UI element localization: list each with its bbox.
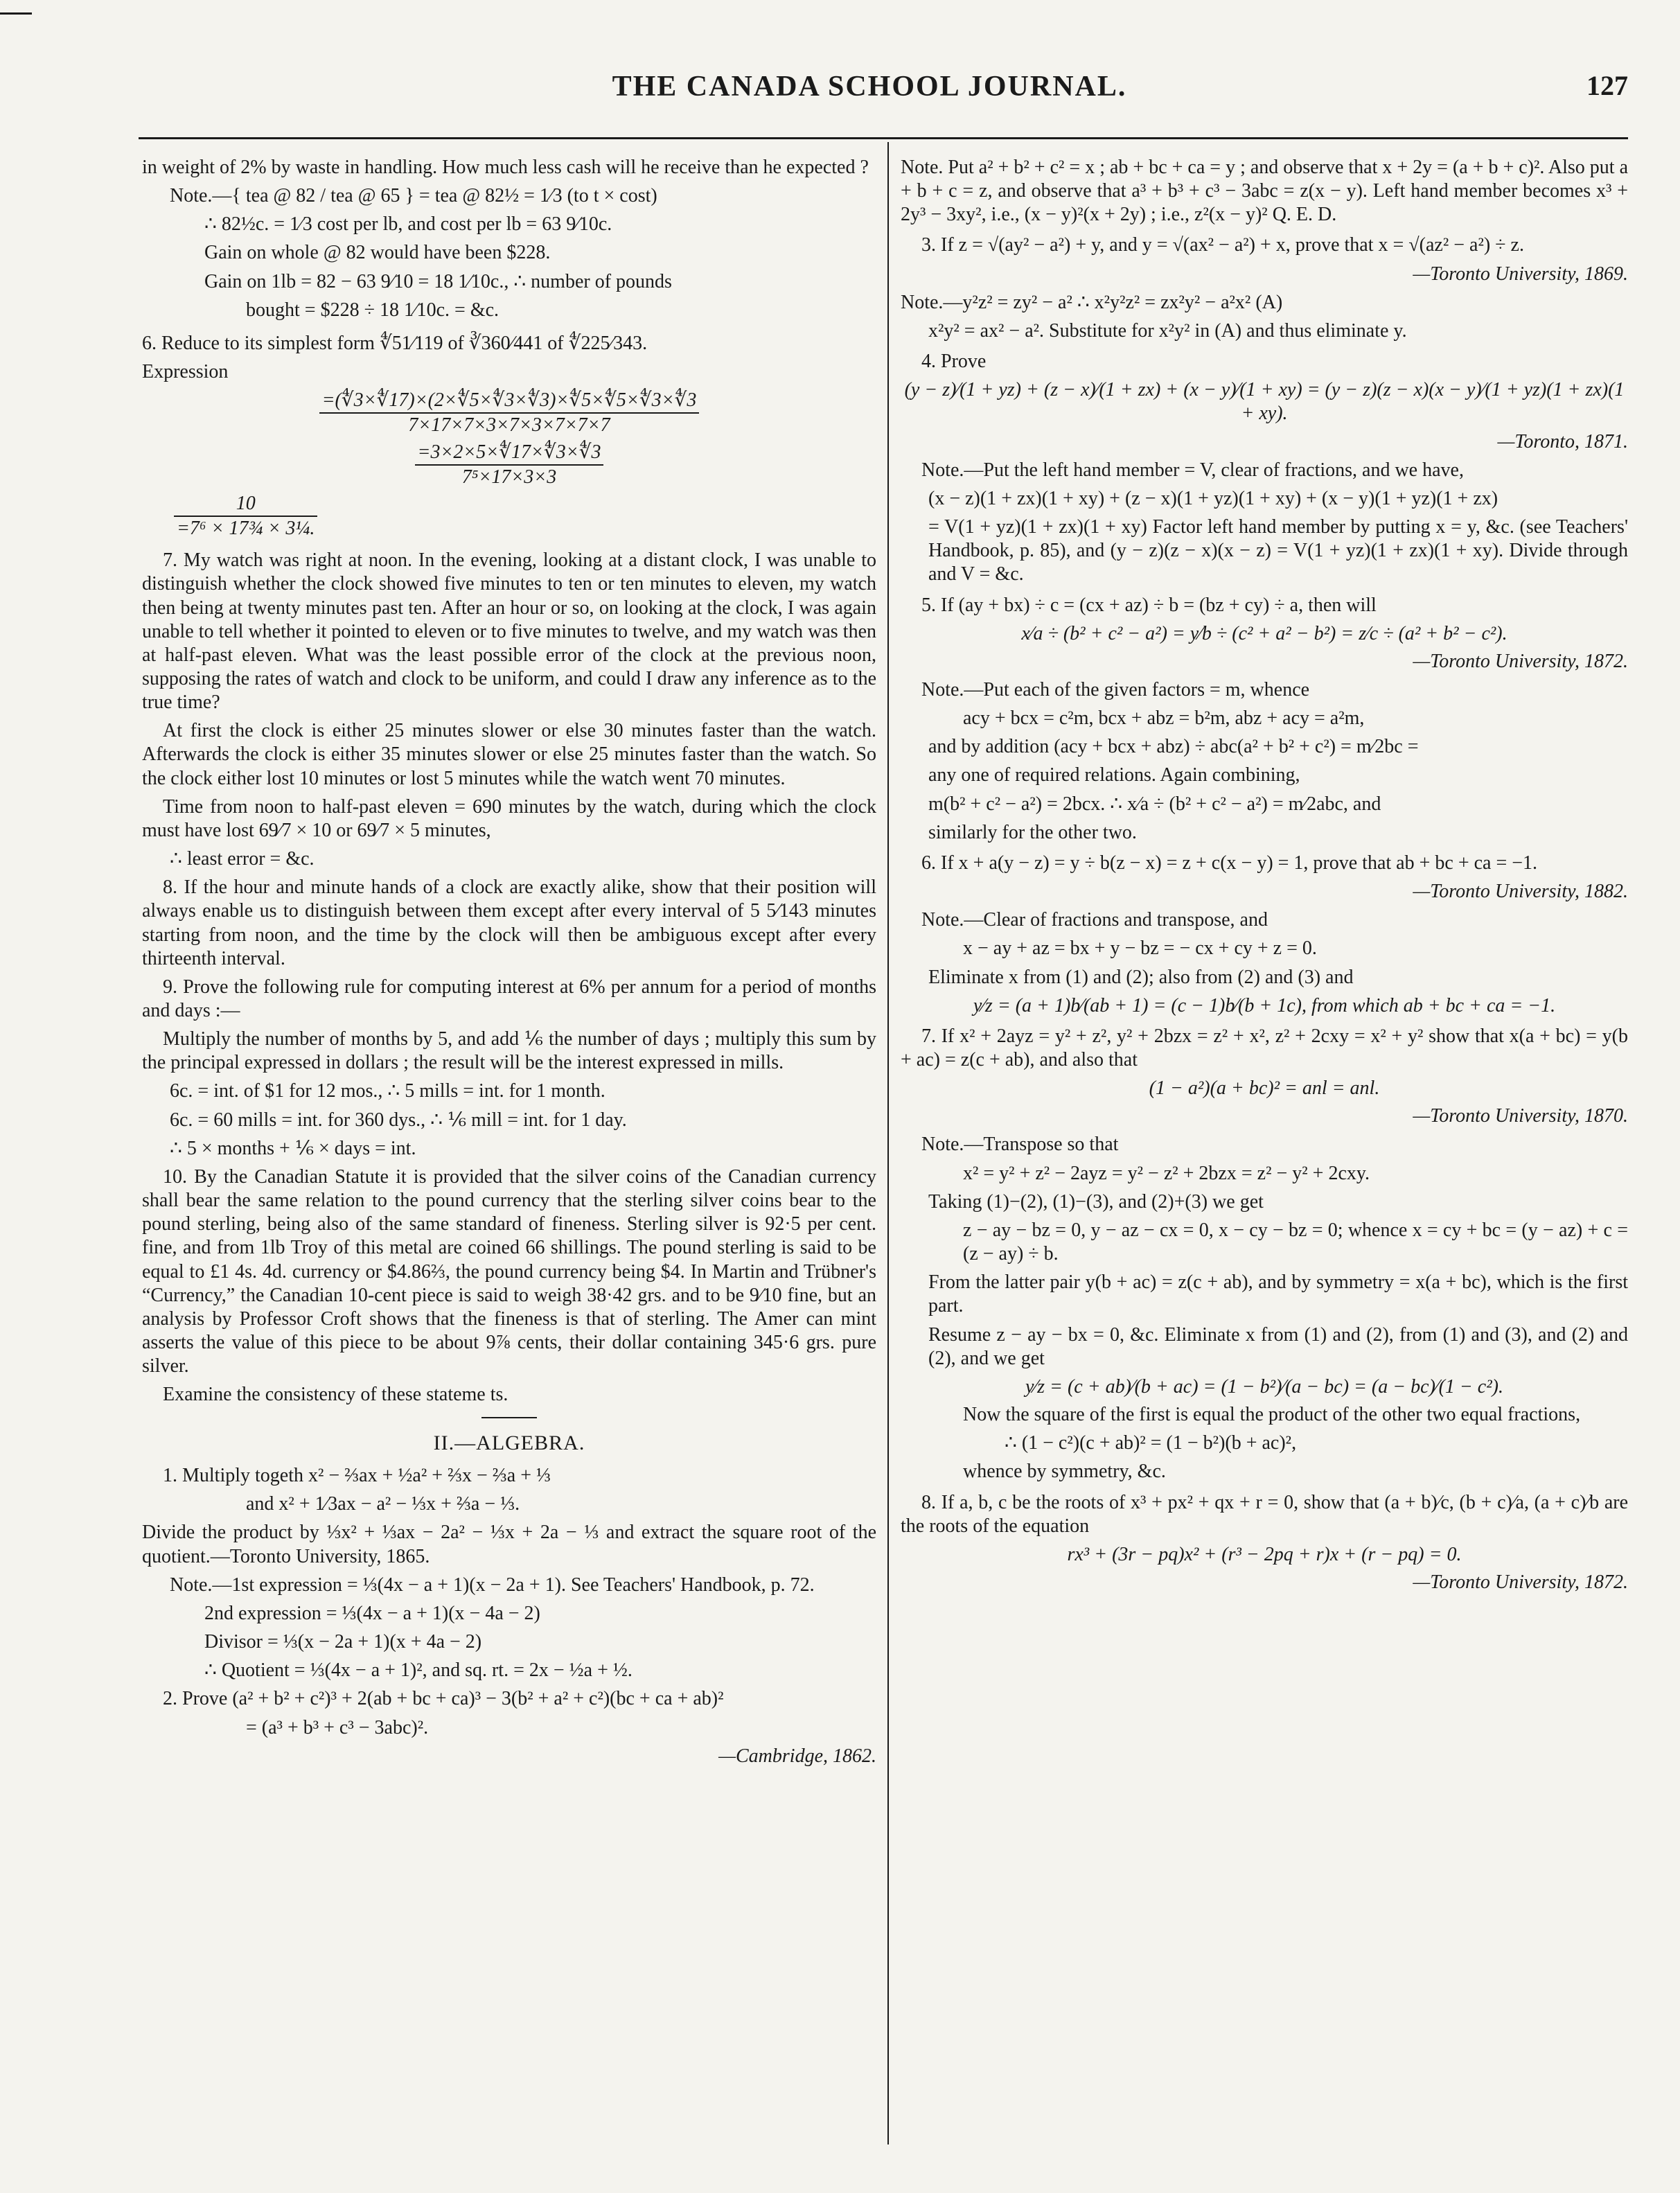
note-line: Note.—y²z² = zy² − a² ∴ x²y²z² = zx²y² − a²x² (A) — [901, 291, 1283, 313]
problem-7: 7. My watch was right at noon. In the evening, looking at a distant clock, I was unable to distinguish whether the clock showed five minutes to ten or ten minutes to eleven, my watch then being at twenty minutes past ten. After an hour or so, on looking at the clock, I was again unable to tell whether it pointed to eleven or to five minutes to twelve, and my watch was then at half-past eleven. What was the least possible error of the clock at the previous noon, supposing the rates of watch and clock to be uniform, and could I draw any inference as to the true time? — [142, 549, 876, 714]
left-column — [142, 156, 876, 2165]
algebra-problem-1: 1. Multiply togeth x² − ⅔ax + ½a² + ⅔x − ⅔a + ⅓ — [163, 1465, 551, 1487]
algebra-problem-2: = (a³ + b³ + c³ − 3abc)². — [246, 1716, 429, 1738]
problem-text: in weight of 2% by waste in handling. How much less cash will he receive than he expected ? — [142, 157, 869, 178]
running-head: THE CANADA SCHOOL JOURNAL. — [612, 71, 1127, 103]
note-line: ∴ (1 − c²)(c + ab)² = (1 − b²)(b + ac)², — [1005, 1432, 1297, 1454]
algebra-problem-3: 3. If z = √(ay² − a²) + y, and y = √(ax² − a²) + x, prove that x = √(az² − a²) ÷ z. — [921, 234, 1524, 256]
note-line: ∴ Quotient = ⅓(4x − a + 1)², and sq. rt. = 2x − ½a + ½. — [204, 1659, 633, 1682]
note-line: and by addition (acy + bcx + abz) ÷ abc(a² + b² + c²) = m⁄2bc = — [928, 736, 1419, 758]
problem-9: 9. Prove the following rule for computing interest at 6% per annum for a period of months and days :— — [142, 976, 876, 1021]
denominator: 7⁵×17×3×3 — [461, 466, 557, 488]
corner-mark — [0, 12, 32, 15]
note-line: Now the square of the first is equal the product of the other two equal fractions, — [963, 1404, 1581, 1426]
numerator: =(∜3×∜17)×(2×∜5×∜3×∜3)×∜5×∜5×∜3×∜3 — [319, 389, 700, 414]
note-line: Gain on 1lb = 82 − 63 9⁄10 = 18 1⁄10c., ∴ number of pounds — [204, 270, 672, 292]
equation: x⁄a ÷ (b² + c² − a²) = y⁄b ÷ (c² + a² − b²) = z⁄c ÷ (a² + b² − c²). — [1021, 622, 1507, 644]
algebra-problem-6: 6. If x + a(y − z) = y ÷ b(z − x) = z + c(x − y) = 1, prove that ab + bc + ca = −1. — [921, 852, 1538, 874]
note-line: 2nd expression = ⅓(4x − a + 1)(x − 4a − 2) — [204, 1602, 540, 1624]
expression-step-3 — [170, 492, 876, 540]
expression-step-1 — [142, 389, 876, 437]
problem-8: 8. If the hour and minute hands of a clock are exactly alike, show that their position will always enable us to distinguish between them except after every interval of 5 5⁄143 minutes starting from noon, and the time by the clock will then be ambiguous except after every thirteenth interval. — [142, 877, 876, 969]
note-line: m(b² + c² − a²) = 2bcx. ∴ x⁄a ÷ (b² + c² − a²) = m⁄2abc, and — [928, 793, 1381, 815]
note-line: = V(1 + yz)(1 + zx)(1 + xy) Factor left hand member by putting x = y, &c. (see Teachers' Handbook, p. 85), and (y − z)(z − x)(x − z) = V(1 + yz)(1 + zx)(1 + xy). Divide through and V = &c. — [928, 516, 1628, 585]
equation: y⁄z = (a + 1)b⁄(ab + 1) = (c − 1)b⁄(b + 1c), from which ab + bc + ca = −1. — [973, 994, 1556, 1016]
note-line: x − ay + az = bx + y − bz = − cx + cy + z = 0. — [963, 937, 1317, 960]
note-text: Note.—Put each of the given factors = m, whence — [921, 678, 1310, 701]
note-line: Resume z − ay − bx = 0, &c. Eliminate x from (1) and (2), from (1) and (3), and (2) and (2), and we get — [928, 1323, 1628, 1369]
note-text: Note. Put a² + b² + c² = x ; ab + bc + ca = y ; and observe that x + 2y = (a + b + c)². Also put a + b + c = z, and observe that a³ + b³ + c³ − 3abc = z(x − y). Left hand member becomes x³ + 2y³ − 3xy², i.e., (x − y)²(x + 2y) ; i.e., z²(x − y)² Q. E. D. — [901, 157, 1628, 226]
note-line: whence by symmetry, &c. — [963, 1461, 1166, 1483]
note-line: bought = $228 ÷ 18 1⁄10c. = &c. — [246, 299, 499, 321]
note-line: Note.—1st expression = ⅓(4x − a + 1)(x − 2a + 1). See Teachers' Handbook, p. 72. — [170, 1574, 815, 1596]
denominator: 7×17×7×3×7×3×7×7×7 — [408, 414, 610, 437]
solution-text: At first the clock is either 25 minutes slower or else 30 minutes faster than the watch. Afterwards the clock is either 35 minutes slower or else 25 minutes faster than the watch. So the clock either lost 10 minutes or lost 5 minutes while the watch went 70 minutes. — [142, 720, 876, 789]
section-heading: II.—ALGEBRA. — [433, 1431, 585, 1454]
note-line: (x − z)(1 + zx)(1 + xy) + (z − x)(1 + yz)(1 + xy) + (x − y)(1 + yz)(1 + zx) — [928, 487, 1498, 509]
problem-6: 6. Reduce to its simplest form ∜51⁄119 of ∛360⁄441 of ∜225⁄343. — [142, 332, 648, 354]
numerator: 10 — [174, 492, 317, 517]
expression-step-2 — [142, 441, 876, 489]
note-line: From the latter pair y(b + ac) = z(c + ab), and by symmetry = x(a + bc), which is the first part. — [928, 1271, 1628, 1317]
note-line: Eliminate x from (1) and (2); also from (2) and (3) and — [928, 966, 1354, 988]
algebra-problem-5: 5. If (ay + bx) ÷ c = (cx + az) ÷ b = (bz + cy) ÷ a, then will — [921, 594, 1377, 616]
note-line: x² = y² + z² − 2ayz = y² − z² + 2bzx = z² − y² + 2cxy. — [963, 1162, 1370, 1184]
algebra-problem-7: 7. If x² + 2ayz = y² + z², y² + 2bzx = z² + x², z² + 2cxy = x² + y² show that x(a + bc) = y(b + ac) = z(c + ab), and also that — [901, 1025, 1628, 1071]
note-line: z − ay − bz = 0, y − az − cx = 0, x − cy − bz = 0; whence x = cy + bc = (y − az) + c = (z − ay) ÷ b. — [963, 1219, 1628, 1265]
equation: (y − z)⁄(1 + yz) + (z − x)⁄(1 + zx) + (x − y)⁄(1 + xy) = (y − z)(z − x)(x − y)⁄(1 + yz)(1 + zx)(1 + xy). — [904, 379, 1625, 425]
source-citation: —Toronto University, 1872. — [1413, 1571, 1628, 1593]
source-citation: —Toronto University, 1870. — [1413, 1105, 1628, 1127]
note-line: x²y² = ax² − a². Substitute for x²y² in (A) and thus eliminate y. — [928, 319, 1407, 342]
note-line: acy + bcx = c²m, bcx + abz = b²m, abz + acy = a²m, — [963, 707, 1365, 730]
rule-text: Multiply the number of months by 5, and add ⅙ the number of days ; multiply this sum by the principal expressed in dollars ; the result will be the interest expressed in mills. — [142, 1028, 876, 1074]
algebra-problem-1: Divide the product by ⅓x² + ⅓ax − 2a² − ⅓x + 2a − ⅓ and extract the square root of the quotient.—Toronto University, 1865. — [142, 1522, 876, 1567]
source-citation: —Toronto University, 1882. — [1413, 881, 1628, 903]
expression-label: Expression — [142, 361, 229, 383]
problem-10: 10. By the Canadian Statute it is provided that the silver coins of the Canadian currency shall bear the same relation to the pound currency that the sterling silver coins bear to the pound sterling, being also of the same standard of fineness. Sterling silver is 92·5 per cent. fine, and from 1lb Troy of this metal are coined 66 shillings. The pound sterling is said to be equal to £1 4s. 4d. currency or $4.86⅔, the pound currency being $4. In Martin and Trübner's “Currency,” the Canadian 10-cent piece is said to weigh 38·42 grs. and to be 9⁄10 fine, but an analysis by Professor Croft shows that the fineness is that of sterling. The Amer can mint asserts the value of this piece to be about 9⅞ cents, their dollar containing 345·6 grs. pure silver. — [142, 1165, 876, 1377]
note-line: Taking (1)−(2), (1)−(3), and (2)+(3) we get — [928, 1190, 1264, 1213]
solution-text: ∴ 5 × months + ⅙ × days = int. — [170, 1137, 416, 1159]
note-text: Note.—Clear of fractions and transpose, and — [921, 909, 1268, 931]
solution-text: ∴ least error = &c. — [170, 848, 315, 870]
algebra-problem-8: 8. If a, b, c be the roots of x³ + px² + qx + r = 0, show that (a + b)⁄c, (b + c)⁄a, (a + c)⁄b are the roots of the equation — [901, 1491, 1628, 1537]
column-divider — [887, 142, 889, 2144]
source-citation: —Cambridge, 1862. — [718, 1745, 876, 1767]
numerator: =3×2×5×∜17×∜3×∜3 — [415, 441, 604, 466]
note-line: any one of required relations. Again combining, — [928, 764, 1300, 786]
solution-text: Time from noon to half-past eleven = 690 minutes by the watch, during which the clock must have lost 69⁄7 × 10 or 69⁄7 × 5 minutes, — [142, 795, 876, 841]
section-rule — [481, 1417, 537, 1418]
note-text: Note.—Put the left hand member = V, clear of fractions, and we have, — [921, 459, 1464, 481]
problem-text: Examine the consistency of these stateme ts. — [163, 1384, 509, 1406]
algebra-problem-4: 4. Prove — [921, 351, 987, 373]
note-line: Note.—{ tea @ 82 / tea @ 65 } = tea @ 82½ = 1⁄3 (to t × cost) — [170, 185, 657, 207]
right-column — [901, 156, 1628, 2165]
algebra-problem-2: 2. Prove (a² + b² + c²)³ + 2(ab + bc + ca)³ − 3(b² + a² + c²)(bc + ca + ab)² — [163, 1688, 724, 1710]
denominator: =7⁶ × 17¾ × 3¼. — [177, 518, 315, 540]
solution-text: 6c. = 60 mills = int. for 360 dys., ∴ ⅙ mill = int. for 1 day. — [170, 1109, 627, 1131]
page-header — [111, 69, 1628, 111]
header-rule — [139, 137, 1628, 139]
note-line: Gain on whole @ 82 would have been $228. — [204, 242, 551, 264]
note-line: ∴ 82½c. = 1⁄3 cost per lb, and cost per lb = 63 9⁄10c. — [204, 213, 612, 236]
equation: rx³ + (3r − pq)x² + (r³ − 2pq + r)x + (r − pq) = 0. — [1067, 1543, 1462, 1565]
equation: y⁄z = (c + ab)⁄(b + ac) = (1 − b²)⁄(a − bc) = (a − bc)⁄(1 − c²). — [1025, 1375, 1503, 1398]
algebra-problem-1: and x² + 1⁄3ax − a² − ⅓x + ⅔a − ⅓. — [246, 1493, 520, 1515]
source-citation: —Toronto University, 1869. — [1413, 263, 1628, 285]
source-citation: —Toronto, 1871. — [1497, 430, 1628, 452]
note-text: Note.—Transpose so that — [921, 1134, 1119, 1156]
solution-text: 6c. = int. of $1 for 12 mos., ∴ 5 mills = int. for 1 month. — [170, 1080, 605, 1102]
equation: (1 − a²)(a + bc)² = anl = anl. — [1149, 1077, 1380, 1100]
page-number: 127 — [1586, 70, 1628, 101]
source-citation: —Toronto University, 1872. — [1413, 650, 1628, 672]
note-line: similarly for the other two. — [928, 821, 1137, 843]
note-line: Divisor = ⅓(x − 2a + 1)(x + 4a − 2) — [204, 1631, 482, 1653]
